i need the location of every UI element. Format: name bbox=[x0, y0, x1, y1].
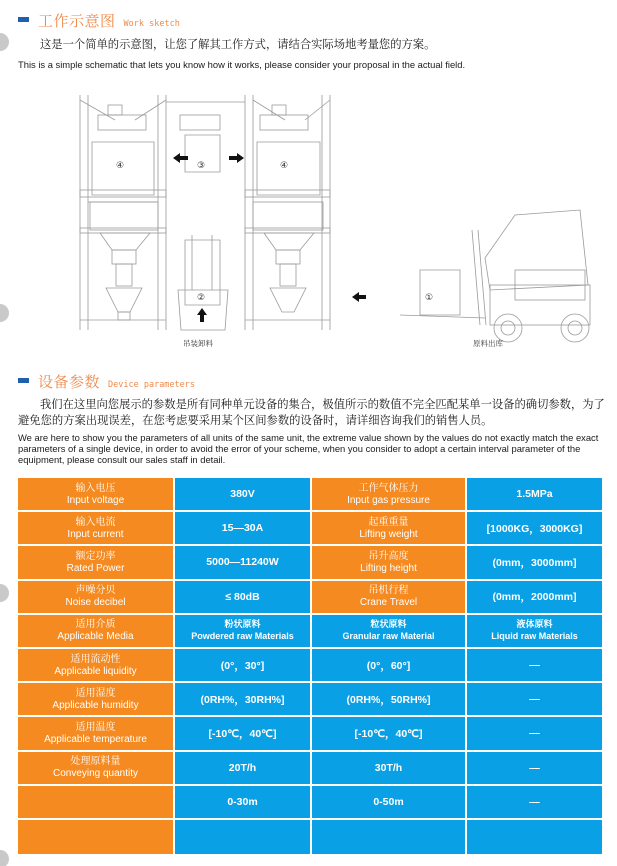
caption-lifting-unloading: 吊装卸料 bbox=[183, 339, 213, 348]
param-label: 起重重量 Lifting weight bbox=[312, 512, 467, 546]
param-value: (0RH%，30RH%] bbox=[175, 683, 312, 717]
section-marker-icon bbox=[18, 17, 29, 22]
param-value: — bbox=[467, 683, 602, 717]
param-label: 适用湿度 Applicable humidity bbox=[18, 683, 175, 717]
media-liquid: 液体原料 Liquid raw Materials bbox=[467, 615, 602, 649]
param-label: 额定功率 Rated Power bbox=[18, 546, 175, 580]
param-value: (0mm，2000mm] bbox=[467, 581, 602, 615]
marker-4-left: ④ bbox=[116, 161, 125, 171]
table-row-media bbox=[18, 615, 602, 649]
media-powdered: 粉状原料 Powdered raw Materials bbox=[175, 615, 312, 649]
table-row bbox=[18, 581, 602, 615]
right-station-frame bbox=[245, 95, 330, 330]
marker-2: ② bbox=[197, 293, 206, 303]
param-value: — bbox=[467, 649, 602, 683]
param-value: 0-30m bbox=[175, 786, 312, 820]
param-value: — bbox=[467, 786, 602, 820]
section-title-en: Work sketch bbox=[123, 19, 180, 29]
param-label: 适用流动性 Applicable liquidity bbox=[18, 649, 175, 683]
table-row bbox=[18, 478, 602, 512]
param-value bbox=[467, 820, 602, 854]
param-value: [-10℃，40℃] bbox=[312, 717, 467, 751]
param-value: 380V bbox=[175, 478, 312, 512]
param-value bbox=[312, 820, 467, 854]
table-row bbox=[18, 752, 602, 786]
param-label: 处理原料量 Conveying quantity bbox=[18, 752, 175, 786]
param-value: (0°，60°] bbox=[312, 649, 467, 683]
param-value: (0°，30°] bbox=[175, 649, 312, 683]
param-value: 5000—11240W bbox=[175, 546, 312, 580]
param-value bbox=[175, 820, 312, 854]
binder-hole bbox=[0, 33, 9, 51]
param-label: 工作气体压力 Input gas pressure bbox=[312, 478, 467, 512]
param-label: 吊机行程 Crane Travel bbox=[312, 581, 467, 615]
table-row bbox=[18, 649, 602, 683]
param-value: 20T/h bbox=[175, 752, 312, 786]
param-label: 输入电压 Input voltage bbox=[18, 478, 175, 512]
sketch-intro-cn: 这是一个简单的示意图，让您了解其工作方式，请结合实际场地考量您的方案。 bbox=[40, 38, 436, 51]
table-row bbox=[18, 820, 602, 854]
param-label: 适用介质 Applicable Media bbox=[18, 615, 175, 649]
binder-hole bbox=[0, 584, 9, 602]
param-value: [-10℃，40℃] bbox=[175, 717, 312, 751]
param-label: 输入电流 Input current bbox=[18, 512, 175, 546]
section-title-en: Device parameters bbox=[108, 380, 196, 390]
param-value: — bbox=[467, 717, 602, 751]
marker-3: ③ bbox=[197, 161, 206, 171]
params-intro-en: We are here to show you the parameters of all units of the same unit, the extreme value shown by the values do not exactly match the exact parameters of a single device, in order to avoid the error of your scheme, when you consider to adopt a certain interval parameter of the equipment, please consult our sales staff in detail. bbox=[18, 432, 599, 465]
table-row bbox=[18, 546, 602, 580]
work-sketch-illustration bbox=[60, 90, 600, 352]
param-label: 适用温度 Applicable temperature bbox=[18, 717, 175, 751]
param-value: 0-50m bbox=[312, 786, 467, 820]
param-value: 1.5MPa bbox=[467, 478, 602, 512]
param-label: 声噪分贝 Noise decibel bbox=[18, 581, 175, 615]
section-title-cn: 设备参数 bbox=[38, 373, 101, 391]
param-value: (0mm，3000mm] bbox=[467, 546, 602, 580]
forklift bbox=[400, 210, 590, 342]
media-granular: 粒状原料 Granular raw Material bbox=[312, 615, 467, 649]
section-header-work-sketch bbox=[18, 10, 180, 31]
sketch-intro-en: This is a simple schematic that lets you know how it works, please consider your proposal in the actual field. bbox=[18, 59, 466, 70]
section-header-device-parameters bbox=[18, 371, 195, 392]
marker-4-right: ④ bbox=[280, 161, 289, 171]
left-station-frame bbox=[80, 95, 166, 330]
section-marker-icon bbox=[18, 378, 29, 383]
param-value: 30T/h bbox=[312, 752, 467, 786]
param-label bbox=[18, 820, 175, 854]
caption-material-outbound: 原料出库 bbox=[473, 339, 503, 348]
table-row bbox=[18, 683, 602, 717]
param-value: 15—30A bbox=[175, 512, 312, 546]
param-value: ≤ 80dB bbox=[175, 581, 312, 615]
table-row bbox=[18, 717, 602, 751]
table-row bbox=[18, 512, 602, 546]
param-label: 吊升高度 Lifting height bbox=[312, 546, 467, 580]
table-row bbox=[18, 786, 602, 820]
marker-1: ① bbox=[425, 293, 434, 303]
binder-hole bbox=[0, 850, 9, 866]
params-intro-cn: 我们在这里向您展示的参数是所有同种单元设备的集合，极值所示的数值不完全匹配某单一设备的确切参数，为了避免您的方案出现误差，在您考虑要采用某个区间参数的设备时，请详细咨询我们的销售人员。 bbox=[18, 398, 605, 427]
section-title-cn: 工作示意图 bbox=[38, 12, 116, 30]
param-value: — bbox=[467, 752, 602, 786]
binder-hole bbox=[0, 304, 9, 322]
parameters-table bbox=[18, 478, 602, 854]
middle-crane bbox=[166, 102, 245, 330]
param-value: [1000KG，3000KG] bbox=[467, 512, 602, 546]
param-label bbox=[18, 786, 175, 820]
param-value: (0RH%，50RH%] bbox=[312, 683, 467, 717]
